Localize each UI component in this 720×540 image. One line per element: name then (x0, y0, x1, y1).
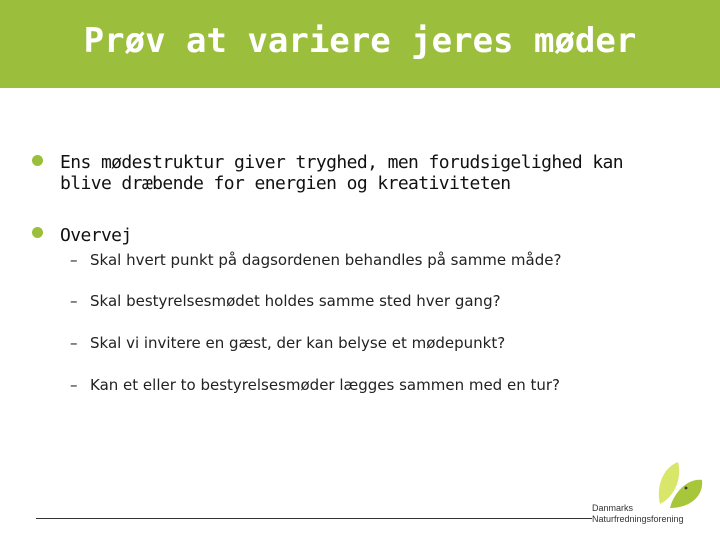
sub-item (70, 292, 501, 310)
sub-item-text: Skal bestyrelsesmødet holdes samme sted hver gang? (90, 292, 501, 310)
title-bar (0, 0, 720, 88)
sub-item (70, 251, 561, 269)
dash-icon: – (70, 292, 78, 310)
bullet-1-line-2: blive dræbende for energien og kreativiteten (60, 173, 511, 194)
sub-item (70, 376, 560, 394)
sub-item-text: Kan et eller to bestyrelsesmøder lægges sammen med en tur? (90, 376, 560, 394)
logo-text-line-1: Danmarks (592, 503, 634, 513)
dash-icon: – (70, 251, 78, 269)
dash-icon: – (70, 334, 78, 352)
sub-item-text: Skal vi invitere en gæst, der kan belyse et mødepunkt? (90, 334, 506, 352)
slide-title: Prøv at variere jeres møder (83, 21, 637, 61)
sub-item-text: Skal hvert punkt på dagsordenen behandles på samme måde? (90, 251, 562, 269)
sub-item (70, 334, 505, 352)
bullet-2-label: Overvej (60, 225, 132, 246)
bullet-dot-icon (32, 155, 43, 166)
bullet-dot-icon (32, 227, 43, 238)
logo-text-line-2: Naturfredningsforening (592, 514, 684, 524)
dash-icon: – (70, 376, 78, 394)
bullet-1-line-1: Ens mødestruktur giver tryghed, men forudsigelighed kan (60, 152, 624, 173)
footer-divider (36, 518, 592, 519)
